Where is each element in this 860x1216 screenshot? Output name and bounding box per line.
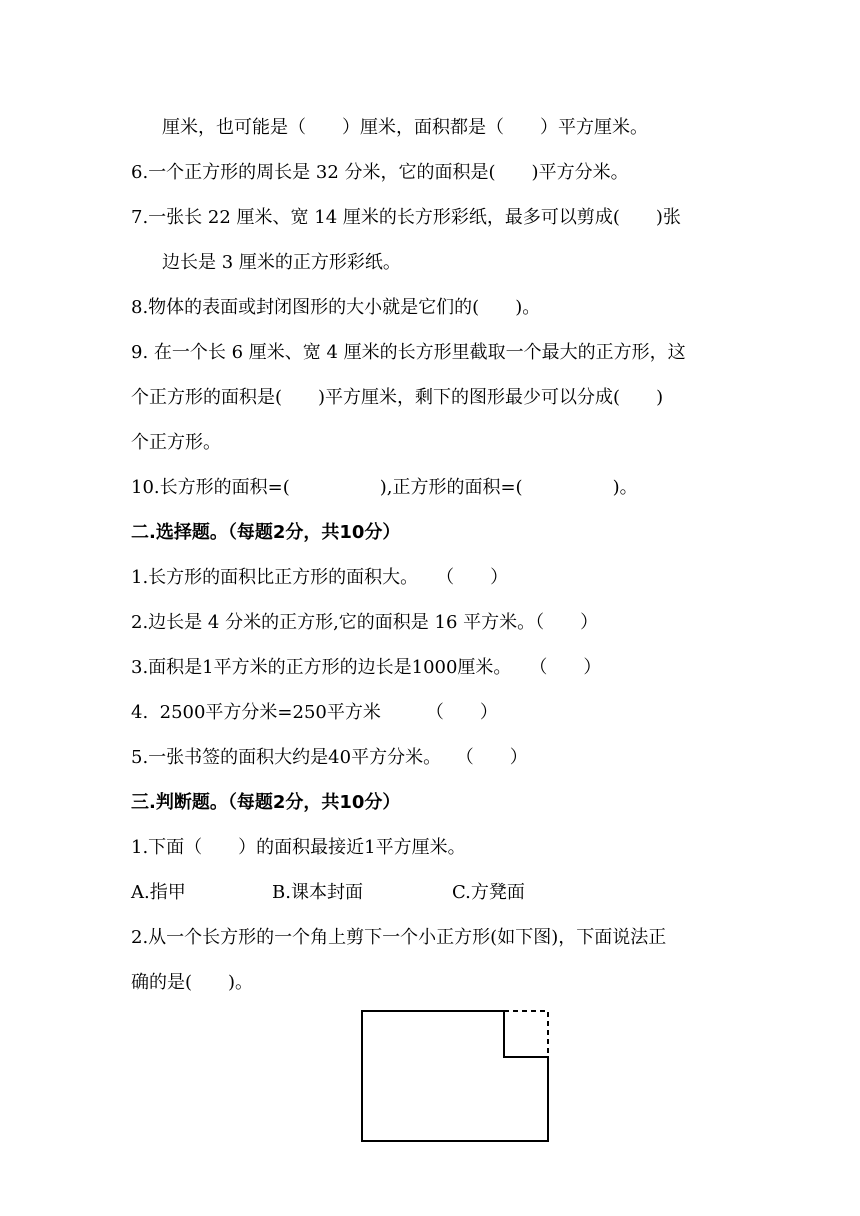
section-2-item-4: 4. 2500平方分米=250平方米 （ ） — [131, 702, 498, 723]
question-7-line2: 边长是 3 厘米的正方形彩纸。 — [162, 252, 401, 273]
question-9-line3: 个正方形。 — [131, 432, 221, 453]
cut-square-dashed — [504, 1011, 548, 1057]
section-3-question-1: 1.下面（ ）的面积最接近1平方厘米。 — [131, 837, 466, 858]
section-2-item-3: 3.面积是1平方米的正方形的边长是1000厘米。 （ ） — [131, 657, 602, 678]
question-10: 10.长方形的面积=( ),正方形的面积=( )。 — [131, 477, 638, 498]
question-9-line1: 9. 在一个长 6 厘米、宽 4 厘米的长方形里截取一个最大的正方形，这 — [131, 342, 686, 363]
option-c: C.方凳面 — [452, 882, 525, 903]
question-8: 8.物体的表面或封闭图形的大小就是它们的( )。 — [131, 297, 541, 318]
question-7-line1: 7.一张长 22 厘米、宽 14 厘米的长方形彩纸，最多可以剪成( )张 — [131, 207, 681, 228]
section-3-heading: 三.判断题。（每题2分，共10分） — [131, 792, 401, 813]
section-3-question-2-line2: 确的是( )。 — [131, 972, 254, 993]
question-6: 6.一个正方形的周长是 32 分米，它的面积是( )平方分米。 — [131, 162, 629, 183]
section-2-item-1: 1.长方形的面积比正方形的面积大。 （ ） — [131, 567, 509, 588]
section-2-heading: 二.选择题。（每题2分，共10分） — [131, 522, 401, 543]
question-text-line: 厘米，也可能是（ ）厘米，面积都是（ ）平方厘米。 — [162, 117, 648, 138]
cut-rectangle-figure — [360, 1010, 552, 1144]
section-2-item-5: 5.一张书签的面积大约是40平方分米。 （ ） — [131, 747, 528, 768]
section-3-question-2-line1: 2.从一个长方形的一个角上剪下一个小正方形(如下图)，下面说法正 — [131, 927, 667, 948]
option-b: B.课本封面 — [272, 882, 363, 903]
section-2-item-2: 2.边长是 4 分米的正方形,它的面积是 16 平方米。（ ） — [131, 612, 599, 633]
question-9-line2: 个正方形的面积是( )平方厘米，剩下的图形最少可以分成( ) — [131, 387, 664, 408]
option-a: A.指甲 — [131, 882, 186, 903]
rectangle-outline — [362, 1011, 548, 1141]
